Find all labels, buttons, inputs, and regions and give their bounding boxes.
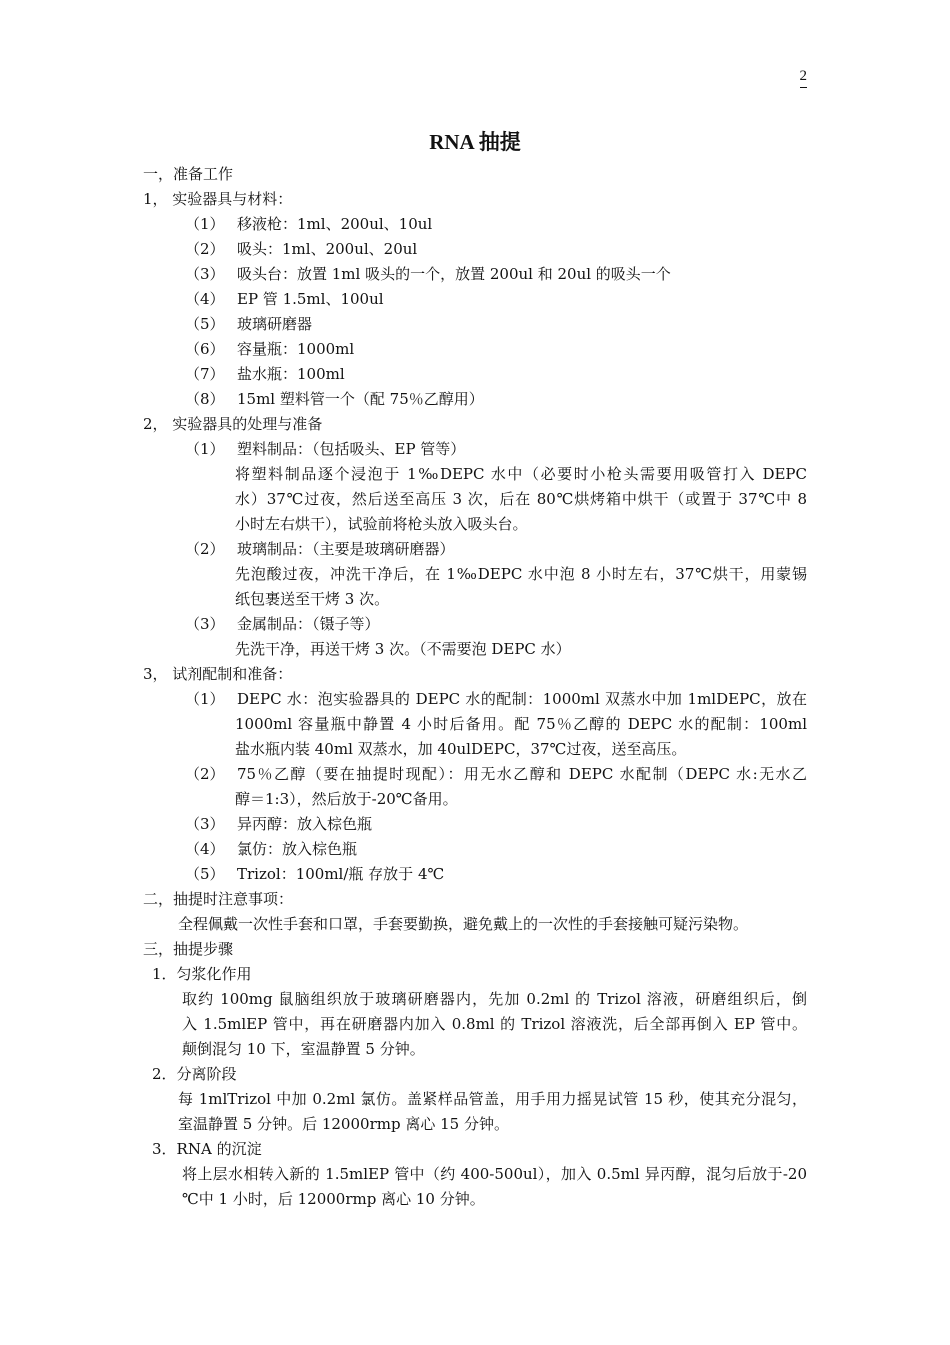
line-text: 1， 实验器具与材料： bbox=[143, 190, 293, 208]
text-line-p1-8 bbox=[185, 389, 484, 409]
document-title: RNA 抽提 bbox=[429, 130, 521, 154]
item-number: （3） bbox=[185, 265, 225, 283]
text-line-p1-7 bbox=[185, 364, 345, 384]
line-text: 氯仿：放入棕色瓶 bbox=[237, 840, 358, 858]
line-text: 一，准备工作 bbox=[143, 165, 234, 183]
line-text: Trizol：100ml/瓶 存放于 4℃ bbox=[237, 865, 445, 883]
line-text: 每 1mlTrizol 中加 0.2ml 氯仿。盖紧样品管盖，用手用力摇晃试管 15 秒，使其充分混匀， bbox=[178, 1090, 807, 1108]
item-number: （1） bbox=[185, 215, 225, 233]
line-text: 入 1.5mlEP 管中，再在研磨器内加入 0.8ml 的 Trizol 溶液洗，后全部再倒入 EP 管中。 bbox=[182, 1015, 807, 1033]
text-line-sec1 bbox=[143, 164, 233, 184]
line-text: ℃中 1 小时，后 12000rmp 离心 10 分钟。 bbox=[182, 1190, 485, 1208]
item-number: （1） bbox=[185, 440, 225, 458]
text-line-p3-1b bbox=[235, 739, 686, 759]
text-line-p3 bbox=[143, 664, 292, 684]
line-text: 移液枪：1ml、200ul、10ul bbox=[237, 215, 433, 233]
page-number-underline bbox=[800, 85, 808, 88]
text-line-p3-3 bbox=[185, 814, 372, 834]
line-text: 先洗干净，再送干烤 3 次。（不需要泡 DEPC 水） bbox=[235, 640, 571, 658]
line-text: 小时左右烘干），试验前将枪头放入吸头台。 bbox=[235, 515, 528, 533]
line-text: DEPC 水：泡实验器具的 DEPC 水的配制：1000ml 双蒸水中加 1mlDEPC，放在 bbox=[237, 690, 807, 708]
text-line-s1 bbox=[152, 964, 252, 984]
text-line-p1-2 bbox=[185, 239, 417, 259]
text-line-p2-2b bbox=[235, 589, 389, 609]
text-line-p3-1 bbox=[185, 689, 807, 709]
line-text: 塑料制品：（包括吸头、EP 管等） bbox=[237, 440, 466, 458]
text-line-p2-2 bbox=[185, 539, 455, 559]
line-text: 盐水瓶内装 40ml 双蒸水，加 40ulDEPC，37℃过夜，送至高压。 bbox=[235, 740, 687, 758]
text-line-s3 bbox=[152, 1139, 262, 1159]
line-text: EP 管 1.5ml、100ul bbox=[237, 290, 384, 308]
item-number: （1） bbox=[185, 690, 225, 708]
text-line-p1-6 bbox=[185, 339, 354, 359]
text-line-p1 bbox=[143, 189, 292, 209]
text-line-s2a bbox=[178, 1089, 807, 1109]
text-line-s3b bbox=[182, 1189, 485, 1209]
text-line-p2-3a bbox=[235, 639, 571, 659]
item-number: （3） bbox=[185, 615, 225, 633]
item-number: （4） bbox=[185, 840, 225, 858]
text-line-sec2a bbox=[178, 914, 748, 934]
line-text: 将塑料制品逐个浸泡于 1‰DEPC 水中（必要时小枪头需要用吸管打入 DEPC bbox=[235, 465, 807, 483]
line-text: 异丙醇：放入棕色瓶 bbox=[237, 815, 373, 833]
text-line-s2b bbox=[178, 1114, 509, 1134]
text-line-p1-1 bbox=[185, 214, 432, 234]
line-text: 吸头台：放置 1ml 吸头的一个，放置 200ul 和 20ul 的吸头一个 bbox=[237, 265, 671, 283]
text-line-p1-3 bbox=[185, 264, 671, 284]
item-number: （2） bbox=[185, 540, 225, 558]
text-line-p3-1a bbox=[235, 714, 807, 734]
text-line-sec2 bbox=[143, 889, 293, 909]
text-line-p3-4 bbox=[185, 839, 357, 859]
line-text: 全程佩戴一次性手套和口罩，手套要勤换，避免戴上的一次性的手套接触可疑污染物。 bbox=[178, 915, 749, 933]
item-number: （7） bbox=[185, 365, 225, 383]
line-text: 玻璃制品：（主要是玻璃研磨器） bbox=[237, 540, 455, 558]
item-number: （2） bbox=[185, 765, 225, 783]
text-line-p2-2a bbox=[235, 564, 807, 584]
text-line-s1b bbox=[182, 1014, 807, 1034]
item-number: （3） bbox=[185, 815, 225, 833]
text-line-p3-2a bbox=[235, 789, 458, 809]
text-line-sec3 bbox=[143, 939, 233, 959]
text-line-p1-4 bbox=[185, 289, 384, 309]
text-line-p3-2 bbox=[185, 764, 807, 784]
line-text: 玻璃研磨器 bbox=[237, 315, 313, 333]
text-line-s2 bbox=[152, 1064, 237, 1084]
line-text: 室温静置 5 分钟。后 12000rmp 离心 15 分钟。 bbox=[178, 1115, 509, 1133]
text-line-s1a bbox=[182, 989, 807, 1009]
text-line-p2 bbox=[143, 414, 322, 434]
line-text: 3．RNA 的沉淀 bbox=[152, 1140, 262, 1158]
line-text: 75％乙醇（要在抽提时现配）：用无水乙醇和 DEPC 水配制（DEPC 水:无水乙 bbox=[237, 765, 807, 783]
line-text: 三，抽提步骤 bbox=[143, 940, 234, 958]
line-text: 3， 试剂配制和准备： bbox=[143, 665, 293, 683]
text-line-s3a bbox=[182, 1164, 807, 1184]
item-number: （4） bbox=[185, 290, 225, 308]
text-line-p3-5 bbox=[185, 864, 444, 884]
line-text: 先泡酸过夜，冲洗干净后，在 1‰DEPC 水中泡 8 小时左右，37℃烘干，用蒙锡 bbox=[235, 565, 807, 583]
line-text: 纸包裹送至干烤 3 次。 bbox=[235, 590, 390, 608]
item-number: （8） bbox=[185, 390, 225, 408]
item-number: （2） bbox=[185, 240, 225, 258]
line-text: 金属制品：（镊子等） bbox=[237, 615, 380, 633]
text-line-p1-5 bbox=[185, 314, 312, 334]
text-line-p2-1a bbox=[235, 464, 807, 484]
item-number: （5） bbox=[185, 315, 225, 333]
text-line-p2-1 bbox=[185, 439, 465, 459]
line-text: 水）37℃过夜，然后送至高压 3 次，后在 80℃烘烤箱中烘干（或置于 37℃中 8 bbox=[235, 490, 807, 508]
line-text: 吸头：1ml、200ul、20ul bbox=[237, 240, 418, 258]
line-text: 1000ml 容量瓶中静置 4 小时后备用。配 75％乙醇的 DEPC 水的配制：100ml bbox=[235, 715, 807, 733]
item-number: （5） bbox=[185, 865, 225, 883]
line-text: 颠倒混匀 10 下，室温静置 5 分钟。 bbox=[182, 1040, 425, 1058]
text-line-s1c bbox=[182, 1039, 425, 1059]
line-text: 取约 100mg 鼠脑组织放于玻璃研磨器内，先加 0.2ml 的 Trizol 溶液，研磨组织后，倒 bbox=[182, 990, 807, 1008]
line-text: 2， 实验器具的处理与准备 bbox=[143, 415, 323, 433]
line-text: 容量瓶：1000ml bbox=[237, 340, 355, 358]
text-line-p2-3 bbox=[185, 614, 380, 634]
line-text: 二，抽提时注意事项： bbox=[143, 890, 294, 908]
item-number: （6） bbox=[185, 340, 225, 358]
text-line-p2-1c bbox=[235, 514, 528, 534]
line-text: 1．匀浆化作用 bbox=[152, 965, 252, 983]
line-text: 2．分离阶段 bbox=[152, 1065, 237, 1083]
page-number: 2 bbox=[800, 68, 808, 88]
line-text: 15ml 塑料管一个（配 75％乙醇用） bbox=[237, 390, 484, 408]
text-line-p2-1b bbox=[235, 489, 807, 509]
line-text: 将上层水相转入新的 1.5mlEP 管中（约 400-500ul），加入 0.5ml 异丙醇，混匀后放于-20 bbox=[182, 1165, 807, 1183]
line-text: 醇＝1:3），然后放于-20℃备用。 bbox=[235, 790, 458, 808]
line-text: 盐水瓶：100ml bbox=[237, 365, 345, 383]
